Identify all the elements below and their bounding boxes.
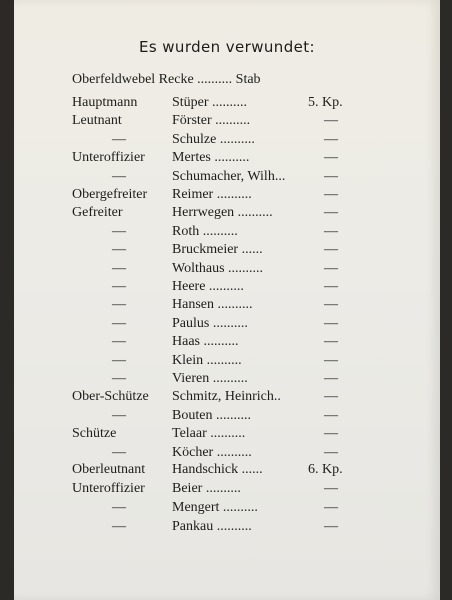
name-label: Vieren .......... xyxy=(172,371,248,386)
stab-text: Oberfeldwebel Recke .......... Stab xyxy=(72,72,261,87)
rank-label: — xyxy=(112,519,126,534)
unit-label: 6. Kp. xyxy=(308,462,343,477)
name-label: Hansen .......... xyxy=(172,297,253,313)
unit-label: — xyxy=(324,334,338,350)
unit-label: — xyxy=(324,223,338,239)
name-label: Förster .......... xyxy=(172,113,251,129)
rank-label: — xyxy=(112,334,126,350)
name-label: Mengert .......... xyxy=(172,500,258,515)
unit-label: — xyxy=(324,131,338,147)
unit-label: — xyxy=(324,187,338,202)
unit-label: — xyxy=(324,297,338,313)
name-label: Paulus .......... xyxy=(172,315,248,331)
rank-label: — xyxy=(112,444,126,460)
unit-label: — xyxy=(324,150,338,166)
name-label: Roth .......... xyxy=(172,223,238,239)
rank-label: — xyxy=(112,371,126,386)
name-label: Herrwegen .......... xyxy=(172,205,273,221)
rank-label: Hauptmann xyxy=(72,95,138,110)
name-label: Klein .......... xyxy=(172,352,242,368)
unit-label: — xyxy=(324,279,338,294)
unit-label: — xyxy=(324,500,338,515)
unit-label: — xyxy=(324,519,338,534)
name-label: Schumacher, Wilh... xyxy=(172,168,286,184)
unit-label: — xyxy=(324,407,338,423)
name-label: Schmitz, Heinrich.. xyxy=(172,389,281,405)
rank-label: — xyxy=(112,279,126,294)
name-label: Schulze .......... xyxy=(172,131,255,147)
name-label: Pankau .......... xyxy=(172,519,252,534)
name-label: Wolthaus .......... xyxy=(172,260,264,276)
rank-label: — xyxy=(112,315,126,331)
unit-label: — xyxy=(324,315,338,331)
rank-label: — xyxy=(112,223,126,239)
rank-label: Ober-Schütze xyxy=(72,389,149,405)
unit-label: — xyxy=(324,481,338,496)
name-label: Haas .......... xyxy=(172,334,239,350)
rank-label: — xyxy=(112,242,126,258)
name-label: Beier .......... xyxy=(172,481,241,496)
rank-label: Gefreiter xyxy=(72,205,123,221)
name-label: Heere .......... xyxy=(172,279,244,294)
rank-label: Unteroffizier xyxy=(72,150,145,166)
unit-label: 5. Kp. xyxy=(308,95,343,110)
rank-label: Oberleutnant xyxy=(72,462,146,477)
unit-label: — xyxy=(324,389,338,405)
unit-label: — xyxy=(324,260,338,276)
rank-label: Obergefreiter xyxy=(72,187,148,202)
unit-label: — xyxy=(324,444,338,460)
name-label: Mertes .......... xyxy=(172,150,250,166)
rank-label: — xyxy=(112,168,126,184)
name-label: Handschick ...... xyxy=(172,462,263,477)
rank-label: — xyxy=(112,131,126,147)
name-label: Bruckmeier ...... xyxy=(172,242,263,258)
rank-label: Leutnant xyxy=(72,113,122,129)
name-label: Telaar .......... xyxy=(172,426,246,442)
document-page xyxy=(14,0,440,600)
unit-label: — xyxy=(324,113,338,129)
rank-label: — xyxy=(112,500,126,515)
rank-label: — xyxy=(112,352,126,368)
name-label: Bouten .......... xyxy=(172,407,251,423)
unit-label: — xyxy=(324,371,338,386)
page-heading: Es wurden verwundet: xyxy=(138,38,315,56)
unit-label: — xyxy=(324,352,338,368)
rank-label: Schütze xyxy=(72,426,117,442)
rank-label: — xyxy=(112,297,126,313)
name-label: Köcher .......... xyxy=(172,444,252,460)
rank-label: — xyxy=(112,260,126,276)
unit-label: — xyxy=(324,168,338,184)
rank-label: — xyxy=(112,407,126,423)
unit-label: — xyxy=(324,426,338,442)
name-label: Stüper .......... xyxy=(172,95,248,110)
unit-label: — xyxy=(324,242,338,258)
name-label: Reimer .......... xyxy=(172,187,252,202)
rank-label: Unteroffizier xyxy=(72,481,145,496)
unit-label: — xyxy=(324,205,338,221)
